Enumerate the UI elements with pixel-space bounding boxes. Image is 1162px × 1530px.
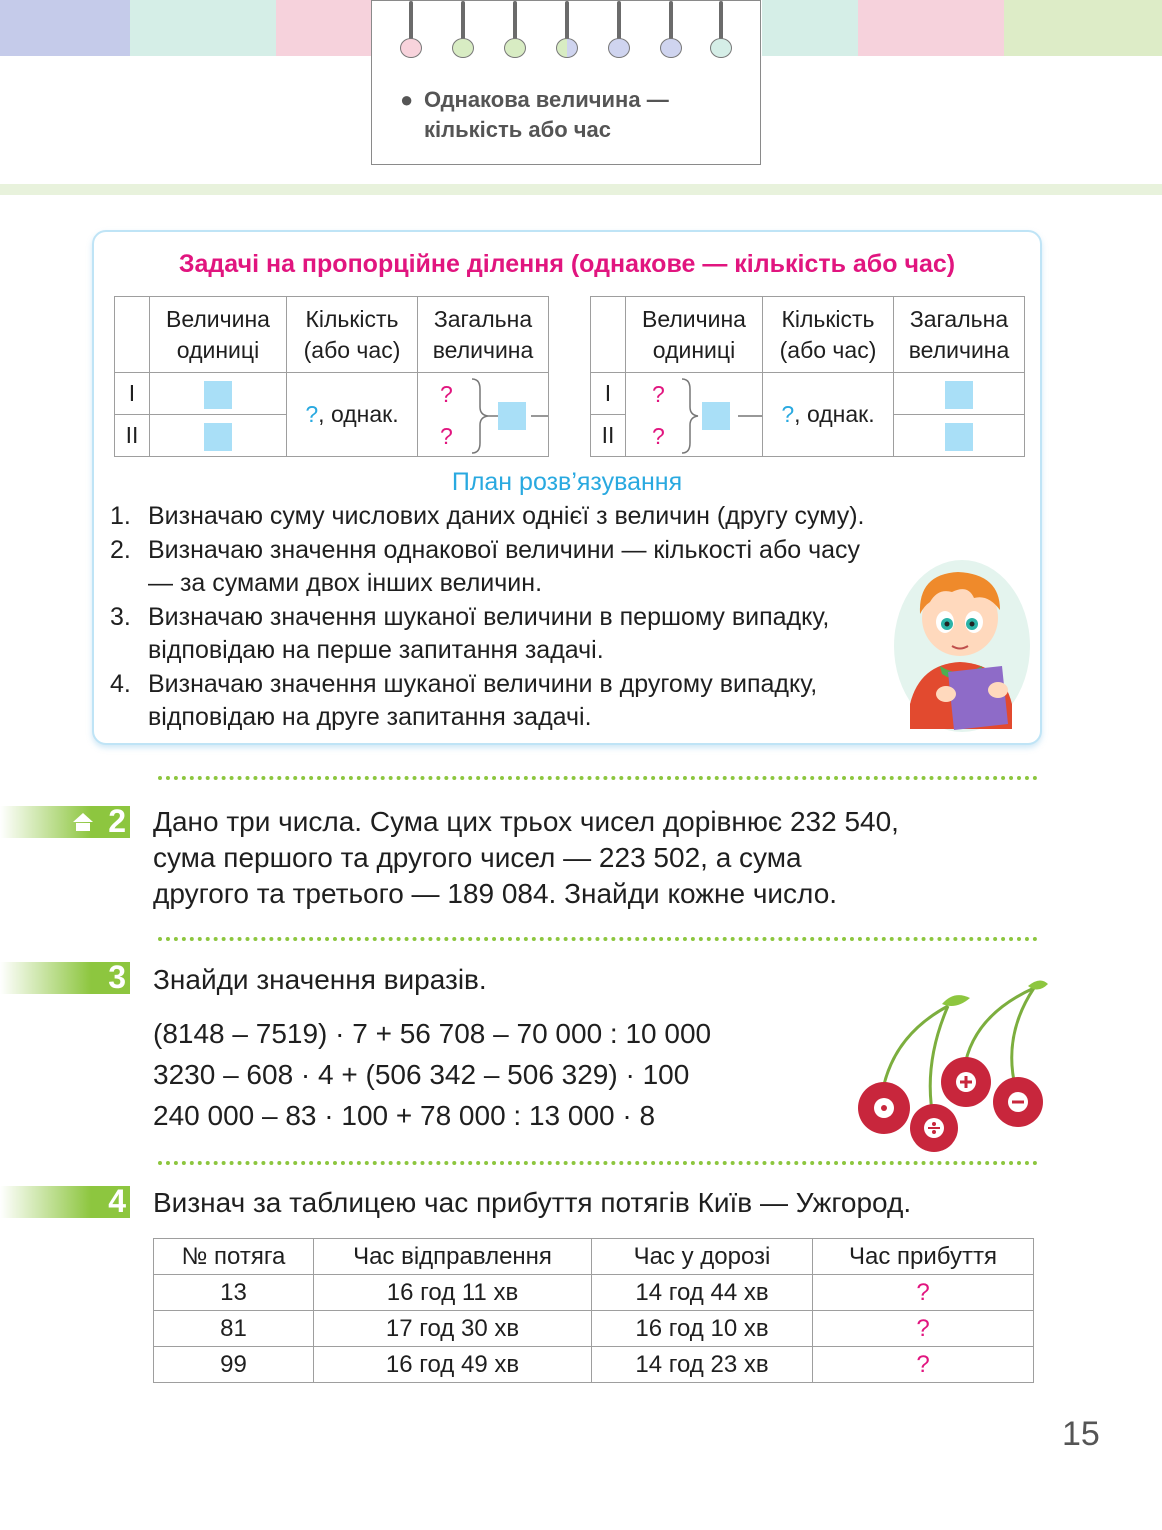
- right-brace-icon: [468, 377, 548, 455]
- note-text: [400, 85, 744, 145]
- binder-ring: [660, 1, 682, 59]
- table-cell: 17 год 30 хв: [314, 1311, 592, 1347]
- table-cell: 16 год 11 хв: [314, 1275, 592, 1311]
- row-label: II: [591, 415, 626, 457]
- binder-ring: [608, 1, 630, 59]
- task-line: другого та третього — 189 084. Знайди кожне число.: [153, 878, 838, 909]
- task-2-text: [153, 804, 899, 912]
- task-number: 3: [108, 959, 126, 995]
- task-number-tag: [0, 959, 130, 995]
- table-cell: ?: [813, 1347, 1034, 1383]
- question-mark: ?: [440, 423, 453, 449]
- table-cell: 81: [154, 1311, 314, 1347]
- table-cell: [894, 373, 1025, 415]
- table-cell: 14 год 23 хв: [592, 1347, 813, 1383]
- plan-item-text: Визначаю значення однакової величини — кількості або часу — за сумами двох інших величин.: [148, 535, 861, 597]
- table-cell: [150, 415, 287, 457]
- binder-ring: [400, 1, 422, 59]
- plan-item: [110, 500, 1010, 534]
- blank-box: [204, 423, 232, 451]
- row-label: II: [115, 415, 150, 457]
- rule-box: [92, 230, 1042, 745]
- note-line-1: Однакова величина —: [424, 87, 669, 112]
- train-table: [153, 1238, 1034, 1383]
- header-strip-green: [1004, 0, 1162, 56]
- task-line: Дано три числа. Сума цих трьох чисел дорівнює 232 540,: [153, 806, 899, 837]
- page-number: 15: [1062, 1415, 1100, 1453]
- table-cell: 16 год 49 хв: [314, 1347, 592, 1383]
- task-number: 4: [108, 1183, 126, 1219]
- plan-item: [110, 668, 878, 735]
- header-strip-pink: [276, 0, 372, 56]
- question-mark: ?: [652, 381, 665, 407]
- plan-item-number: 4.: [110, 669, 131, 698]
- plan-item-text: Визначаю суму числових даних однієї з величин (другу суму).: [148, 502, 865, 530]
- table-cell: 16 год 10 хв: [592, 1311, 813, 1347]
- expression: (8148 – 7519) · 7 + 56 708 – 70 000 : 10 000: [153, 1018, 712, 1049]
- blank-box: [945, 381, 973, 409]
- table-corner: [115, 297, 150, 373]
- plan-item: [110, 601, 878, 668]
- table-header: Кількість (або час): [287, 297, 418, 373]
- table-header: Загальна величина: [418, 297, 549, 373]
- header-strip-mint: [130, 0, 276, 56]
- plan-item-number: 3.: [110, 602, 131, 631]
- task-4-prompt: Визнач за таблицею час прибуття потягів Київ — Ужгород.: [153, 1187, 912, 1218]
- binder-ring: [710, 1, 732, 59]
- table-header: Величина одиниці: [626, 297, 763, 373]
- task-line: сума першого та другого чисел — 223 502, а сума: [153, 842, 802, 873]
- header-divider: [0, 184, 1162, 195]
- dotted-divider: [158, 1161, 1038, 1165]
- table-cell: ?: [813, 1311, 1034, 1347]
- table-header: Величина одиниці: [150, 297, 287, 373]
- plan-item-number: 1.: [110, 502, 131, 530]
- note-line-2: кількість або час: [424, 117, 612, 142]
- plan-item: [110, 534, 878, 601]
- table-header: Загальна величина: [894, 297, 1025, 373]
- task-3-prompt: Знайди значення виразів.: [153, 964, 487, 995]
- row-label: I: [115, 373, 150, 415]
- table-cell: [894, 415, 1025, 457]
- table-cell: 99: [154, 1347, 314, 1383]
- table-row: [154, 1347, 1034, 1383]
- table-header: Час у дорозі: [592, 1239, 813, 1275]
- expression-list: [153, 1013, 711, 1136]
- home-icon: [72, 811, 94, 833]
- binder-ring: [452, 1, 474, 59]
- table-cell: [418, 373, 549, 457]
- question-mark: ?: [781, 401, 795, 427]
- table-cell: [626, 373, 763, 457]
- table-cell: 14 год 44 хв: [592, 1275, 813, 1311]
- boy-illustration: [890, 554, 1032, 734]
- expression: 240 000 – 83 · 100 + 78 000 : 13 000 · 8: [153, 1100, 656, 1131]
- table-corner: [591, 297, 626, 373]
- table-header: Кількість (або час): [763, 297, 894, 373]
- right-brace-icon: [678, 377, 762, 455]
- table-cell: [763, 373, 894, 457]
- task-number: 2: [108, 803, 126, 839]
- row-label: I: [591, 373, 626, 415]
- cherries-illustration: [852, 976, 1048, 1152]
- table-header: Час прибуття: [813, 1239, 1034, 1275]
- header-strip-mint: [762, 0, 858, 56]
- blank-box: [204, 381, 232, 409]
- plan-item-text: Визначаю значення шуканої величини в другому випадку, відповідаю на друге запитання задачі.: [148, 669, 818, 731]
- question-mark: ?: [440, 381, 453, 407]
- task-number-tag: [0, 1183, 130, 1219]
- table-header-row: [154, 1239, 1034, 1275]
- table-cell: [287, 373, 418, 457]
- dotted-divider: [158, 937, 1038, 941]
- question-mark: ?: [652, 423, 665, 449]
- header-strip-pink: [858, 0, 1004, 56]
- table-cell: 13: [154, 1275, 314, 1311]
- scheme-table-left: [114, 296, 549, 457]
- table-cell: [150, 373, 287, 415]
- header-strip-lilac: [0, 0, 130, 56]
- binder-ring: [556, 1, 578, 59]
- expression: 3230 – 608 · 4 + (506 342 – 506 329) · 100: [153, 1059, 690, 1090]
- table-header: № потяга: [154, 1239, 314, 1275]
- table-row: [154, 1275, 1034, 1311]
- plan-item-number: 2.: [110, 535, 131, 564]
- blank-box: [945, 423, 973, 451]
- reminder-note: [371, 0, 761, 165]
- question-mark: ?: [305, 401, 319, 427]
- table-cell: ?: [813, 1275, 1034, 1311]
- rule-title: Задачі на пропорційне ділення (однакове — кількість або час): [178, 250, 956, 278]
- plan-list: [110, 500, 1010, 735]
- same-label: , однак.: [318, 401, 399, 427]
- bullet-icon: ●: [400, 87, 414, 112]
- binder-ring: [504, 1, 526, 59]
- plan-title: План розв’язування: [451, 468, 683, 496]
- plan-item-text: Визначаю значення шуканої величини в першому випадку, відповідаю на перше запитання задачі.: [148, 602, 830, 664]
- dotted-divider: [158, 776, 1038, 780]
- same-label: , однак.: [794, 401, 875, 427]
- task-number-tag: [0, 803, 130, 839]
- scheme-table-right: [590, 296, 1025, 457]
- table-header: Час відправлення: [314, 1239, 592, 1275]
- table-row: [154, 1311, 1034, 1347]
